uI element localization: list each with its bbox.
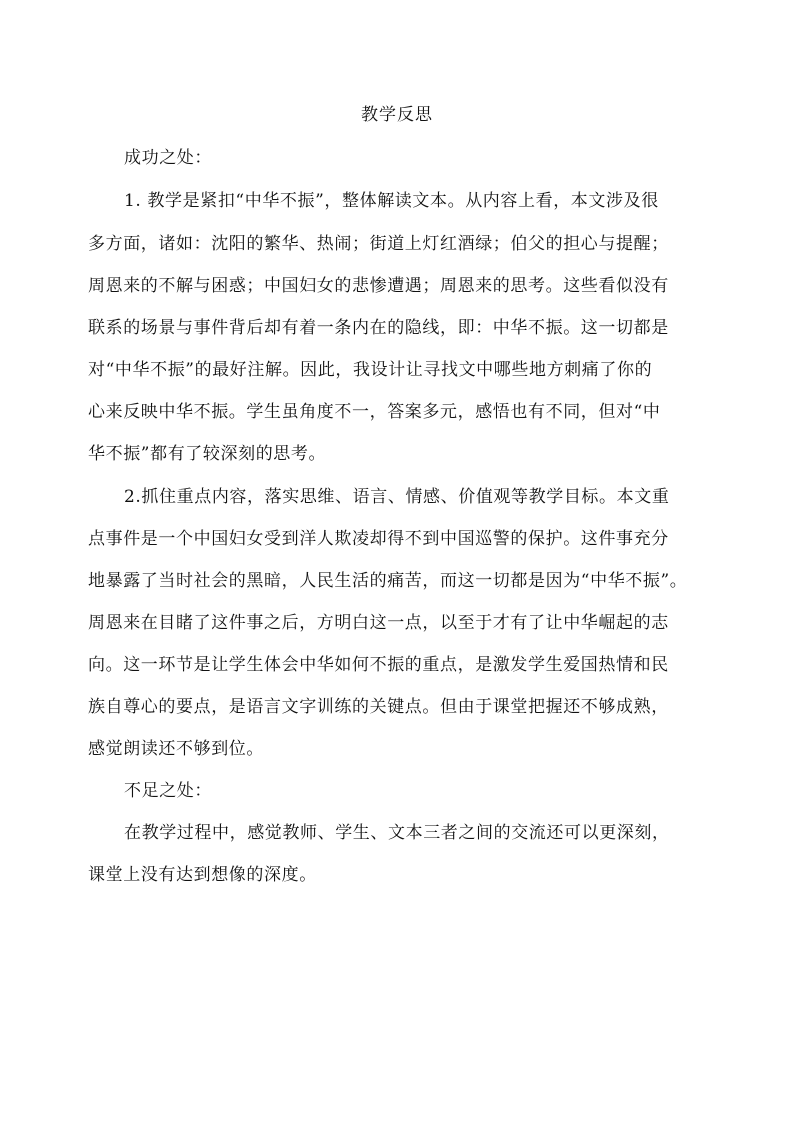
para1-line-3: 周恩来的不解与困惑；中国妇女的悲惨遭遇；周恩来的思考。这些看似没有 [88,276,669,296]
para2-line-1: 2.抓住重点内容，落实思维、语言、情感、价值观等教学目标。本文重 [124,487,670,507]
para1-line-4: 联系的场景与事件背后却有着一条内在的隐线，即：中华不振。这一切都是 [88,318,669,338]
para2-line-2: 点事件是一个中国妇女受到洋人欺凌却得不到中国巡警的保护。这件事充分 [88,529,669,549]
para1-line-7: 华不振”都有了较深刻的思考。 [88,444,327,464]
para2-line-5: 向。这一环节是让学生体会中华如何不振的重点，是激发学生爱国热情和民 [88,655,669,675]
para2-line-6: 族自尊心的要点，是语言文字训练的关键点。但由于课堂把握还不够成熟， [88,697,669,717]
para1-line-5: 对“中华不振”的最好注解。因此，我设计让寻找文中哪些地方刺痛了你的 [88,360,653,380]
para1-line-2: 多方面，诸如：沈阳的繁华、热闹；街道上灯红酒绿；伯父的担心与提醒； [88,234,669,254]
para2-line-7: 感觉朗读还不够到位。 [88,739,264,759]
para2-line-4: 周恩来在目睹了这件事之后，方明白这一点，以至于才有了让中华崛起的志 [88,613,669,633]
para3-line-1: 在教学过程中，感觉教师、学生、文本三者之间的交流还可以更深刻， [124,823,670,843]
para3-line-2: 课堂上没有达到想像的深度。 [88,865,317,885]
shortcoming-heading: 不足之处： [124,781,212,801]
page-title: 教学反思 [361,105,433,125]
success-heading: 成功之处： [124,148,212,168]
para1-line-1: 1. 教学是紧扣“中华不振”，整体解读文本。从内容上看，本文涉及很 [124,191,659,211]
para1-line-6: 心来反映中华不振。学生虽角度不一，答案多元，感悟也有不同，但对“中 [88,402,661,422]
para2-line-3: 地暴露了当时社会的黑暗，人民生活的痛苦，而这一切都是因为“中华不振”。 [88,571,688,591]
